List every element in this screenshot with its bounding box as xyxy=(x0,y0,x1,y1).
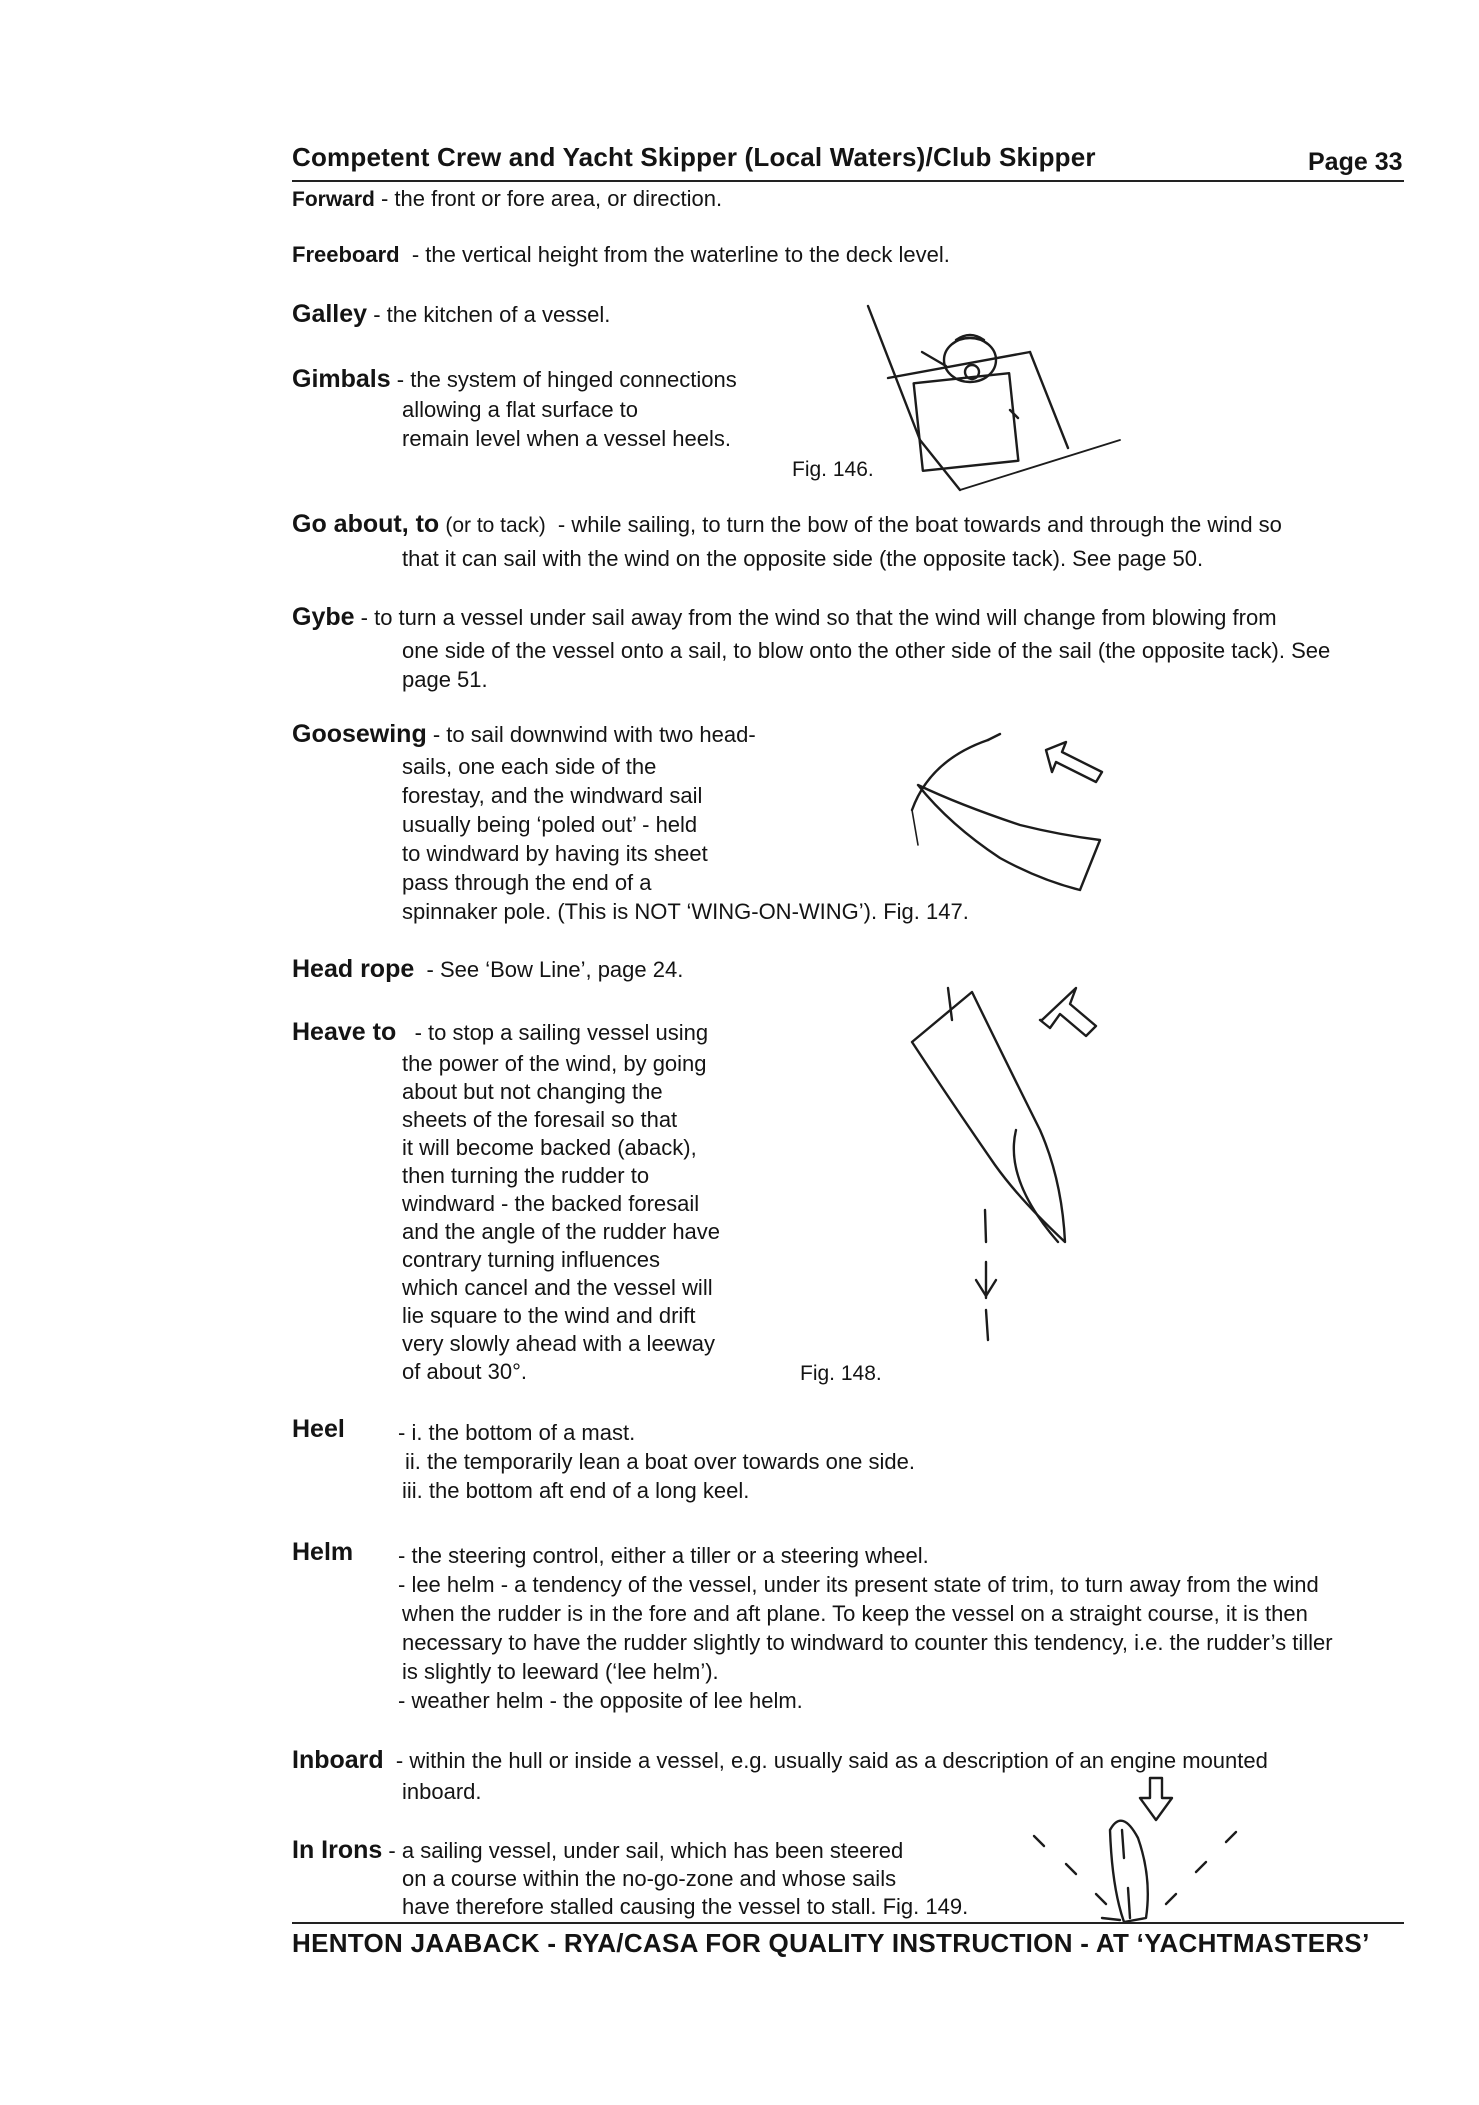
page-number: Page 33 xyxy=(1308,148,1403,176)
term-gybe: Gybe xyxy=(292,603,355,631)
def-goosewing-7: spinnaker pole. (This is NOT ‘WING-ON-WING’). Fig. 147. xyxy=(402,899,969,924)
def-goosewing-4: usually being ‘poled out’ - held xyxy=(402,812,698,837)
def-inboard-1: - within the hull or inside a vessel, e.g. usually said as a description of an engine mounted xyxy=(395,1748,1268,1773)
entry-heave-to xyxy=(292,1018,708,1047)
def-heave-to-12: very slowly ahead with a leeway xyxy=(402,1331,716,1356)
def-go-about-1: - while sailing, to turn the bow of the boat towards and through the wind so xyxy=(557,512,1282,537)
def-heave-to-1: - to stop a sailing vessel using xyxy=(414,1020,709,1045)
def-gybe-1: - to turn a vessel under sail away from the wind so that the wind will change from blowing from xyxy=(360,605,1277,630)
header-divider xyxy=(292,180,1404,182)
def-helm-5: is slightly to leeward (‘lee helm’). xyxy=(402,1659,719,1684)
fig-146-caption: Fig. 146. xyxy=(792,458,874,481)
entry-go-about xyxy=(292,510,1422,540)
def-helm-4: necessary to have the rudder slightly to windward to counter this tendency, i.e. the rudder’s tiller xyxy=(402,1630,1333,1655)
term-heave-to: Heave to xyxy=(292,1018,397,1046)
def-forward: - the front or fore area, or direction. xyxy=(380,186,723,211)
page-footer: HENTON JAABACK - RYA/CASA FOR QUALITY INSTRUCTION - AT ‘YACHTMASTERS’ xyxy=(292,1928,1370,1958)
def-in-irons-3: have therefore stalled causing the vessel to stall. Fig. 149. xyxy=(402,1894,969,1919)
def-go-about-2: that it can sail with the wind on the opposite side (the opposite tack). See page 50. xyxy=(402,546,1204,571)
def-heave-to-4: sheets of the foresail so that xyxy=(402,1107,678,1132)
entry-head-rope xyxy=(292,955,683,984)
def-goosewing-3: forestay, and the windward sail xyxy=(402,783,703,808)
def-helm-1: - the steering control, either a tiller or a steering wheel. xyxy=(398,1543,929,1568)
term-head-rope: Head rope xyxy=(292,955,415,983)
fig-148-heave-to xyxy=(900,980,1170,1380)
term-in-irons: In Irons xyxy=(292,1836,383,1864)
def-galley: - the kitchen of a vessel. xyxy=(373,302,611,327)
term-forward: Forward xyxy=(292,188,375,211)
def-gimbals-3: remain level when a vessel heels. xyxy=(402,426,731,451)
def-head-rope: - See ‘Bow Line’, page 24. xyxy=(426,957,684,982)
page-header-title: Competent Crew and Yacht Skipper (Local Waters)/Club Skipper xyxy=(292,142,1096,172)
def-heave-to-5: it will become backed (aback), xyxy=(402,1135,697,1160)
term-heel: Heel xyxy=(292,1415,345,1443)
entry-gimbals xyxy=(292,365,737,394)
def-heel-2: ii. the temporarily lean a boat over towards one side. xyxy=(405,1449,915,1474)
def-inboard-2: inboard. xyxy=(402,1779,482,1804)
def-helm-3: when the rudder is in the fore and aft plane. To keep the vessel on a straight course, it is then xyxy=(402,1601,1308,1626)
def-heel-3: iii. the bottom aft end of a long keel. xyxy=(402,1478,750,1503)
footer-divider xyxy=(292,1922,1404,1924)
def-gybe-3: page 51. xyxy=(402,667,488,692)
term-inboard: Inboard xyxy=(292,1746,384,1774)
entry-galley xyxy=(292,300,610,329)
entry-heel xyxy=(292,1415,345,1444)
entry-forward xyxy=(292,184,722,214)
fig-146-gimbal-stove xyxy=(860,300,1130,500)
entry-helm xyxy=(292,1538,353,1567)
def-heave-to-7: windward - the backed foresail xyxy=(402,1191,700,1216)
def-gybe-2: one side of the vessel onto a sail, to blow onto the other side of the sail (the opposite tack). See xyxy=(402,638,1331,663)
fig-149-in-irons xyxy=(1010,1768,1310,1928)
fig-147-goosewing xyxy=(900,730,1160,900)
def-helm-2: - lee helm - a tendency of the vessel, under its present state of trim, to turn away from the wind xyxy=(398,1572,1319,1597)
entry-goosewing xyxy=(292,720,756,749)
def-heave-to-10: which cancel and the vessel will xyxy=(402,1275,713,1300)
def-helm-6: - weather helm - the opposite of lee helm. xyxy=(398,1688,803,1713)
def-heave-to-6: then turning the rudder to xyxy=(402,1163,650,1188)
entry-gybe xyxy=(292,603,1422,632)
def-heave-to-11: lie square to the wind and drift xyxy=(402,1303,696,1328)
def-heave-to-9: contrary turning influences xyxy=(402,1247,661,1272)
def-goosewing-6: pass through the end of a xyxy=(402,870,652,895)
term-go-about: Go about, to xyxy=(292,510,440,538)
def-in-irons-1: - a sailing vessel, under sail, which has been steered xyxy=(388,1838,904,1863)
def-heave-to-3: about but not changing the xyxy=(402,1079,663,1104)
term-goosewing: Goosewing xyxy=(292,720,427,748)
def-goosewing-5: to windward by having its sheet xyxy=(402,841,708,866)
def-freeboard: - the vertical height from the waterline to the deck level. xyxy=(411,242,950,267)
def-goosewing-2: sails, one each side of the xyxy=(402,754,657,779)
term-gimbals: Gimbals xyxy=(292,365,391,393)
entry-in-irons xyxy=(292,1836,903,1865)
def-heave-to-13: of about 30°. xyxy=(402,1359,528,1384)
fig-148-caption: Fig. 148. xyxy=(800,1362,882,1385)
go-about-note: (or to tack) xyxy=(445,514,546,537)
def-heave-to-8: and the angle of the rudder have xyxy=(402,1219,721,1244)
def-heave-to-2: the power of the wind, by going xyxy=(402,1051,707,1076)
term-galley: Galley xyxy=(292,300,368,328)
def-in-irons-2: on a course within the no-go-zone and whose sails xyxy=(402,1866,897,1891)
term-freeboard: Freeboard xyxy=(292,242,400,267)
def-goosewing-1: - to sail downwind with two head- xyxy=(432,722,756,747)
def-gimbals-2: allowing a flat surface to xyxy=(402,397,639,422)
term-helm: Helm xyxy=(292,1538,354,1566)
def-heel-1: - i. the bottom of a mast. xyxy=(398,1420,636,1445)
def-gimbals-1: - the system of hinged connections xyxy=(396,367,737,392)
entry-freeboard xyxy=(292,240,950,269)
